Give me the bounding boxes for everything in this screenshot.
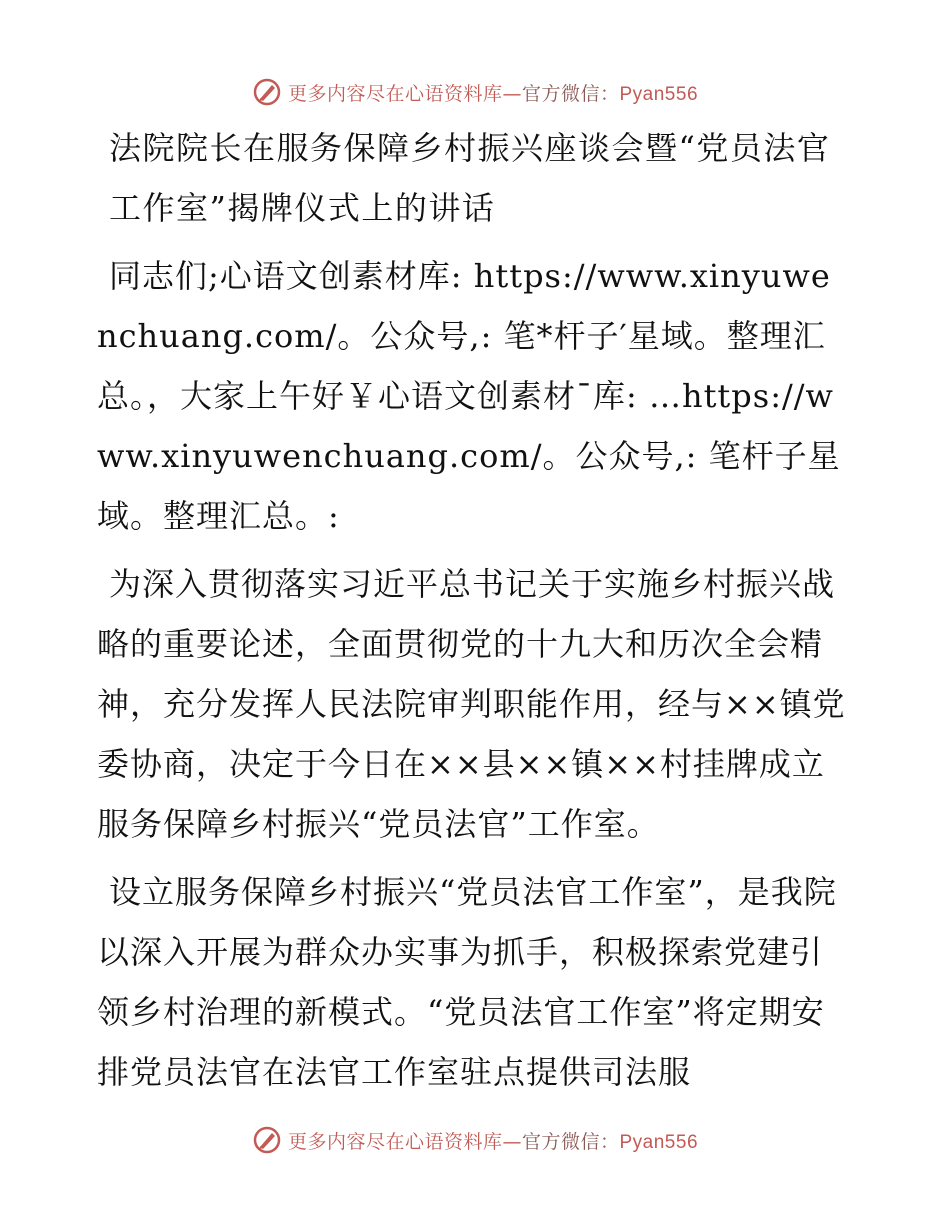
pen-logo-icon [252,77,282,107]
paragraph-3: 设立服务保障乡村振兴“党员法官工作室”，是我院以深入开展为群众办实事为抓手，积极探索党建引领乡村治理的新模式。“党员法官工作室”将定期安排党员法官在法官工作室驻点提供司法服 [97,873,837,1091]
document-title: 法院院长在服务保障乡村振兴座谈会暨“党员法官工作室”揭牌仪式上的讲话 [109,129,831,227]
banner-text: 更多内容尽在心语资料库—官方微信：Pyan556 [287,1130,699,1153]
header-banner [0,70,950,114]
footer-banner [0,1118,950,1162]
pen-logo-icon [252,1125,282,1155]
paragraph-1: 同志们;心语文创素材库: https://www.xinyuwenchuang.com/。公众号,: 笔*杆子′星域。整理汇总。，大家上午好￥心语文创素材¯库: …https://www.xinyuwenchuang.com/。公众号,: 笔杆子星域。整理汇总。: [97,257,841,535]
paragraph-2: 为深入贯彻落实习近平总书记关于实施乡村振兴战略的重要论述，全面贯彻党的十九大和历次全会精神，充分发挥人民法院审判职能作用，经与××镇党委协商，决定于今日在××县××镇××村挂牌成立服务保障乡村振兴“党员法官”工作室。 [97,565,846,843]
document-body [97,118,852,1110]
banner-text: 更多内容尽在心语资料库—官方微信：Pyan556 [287,82,699,105]
